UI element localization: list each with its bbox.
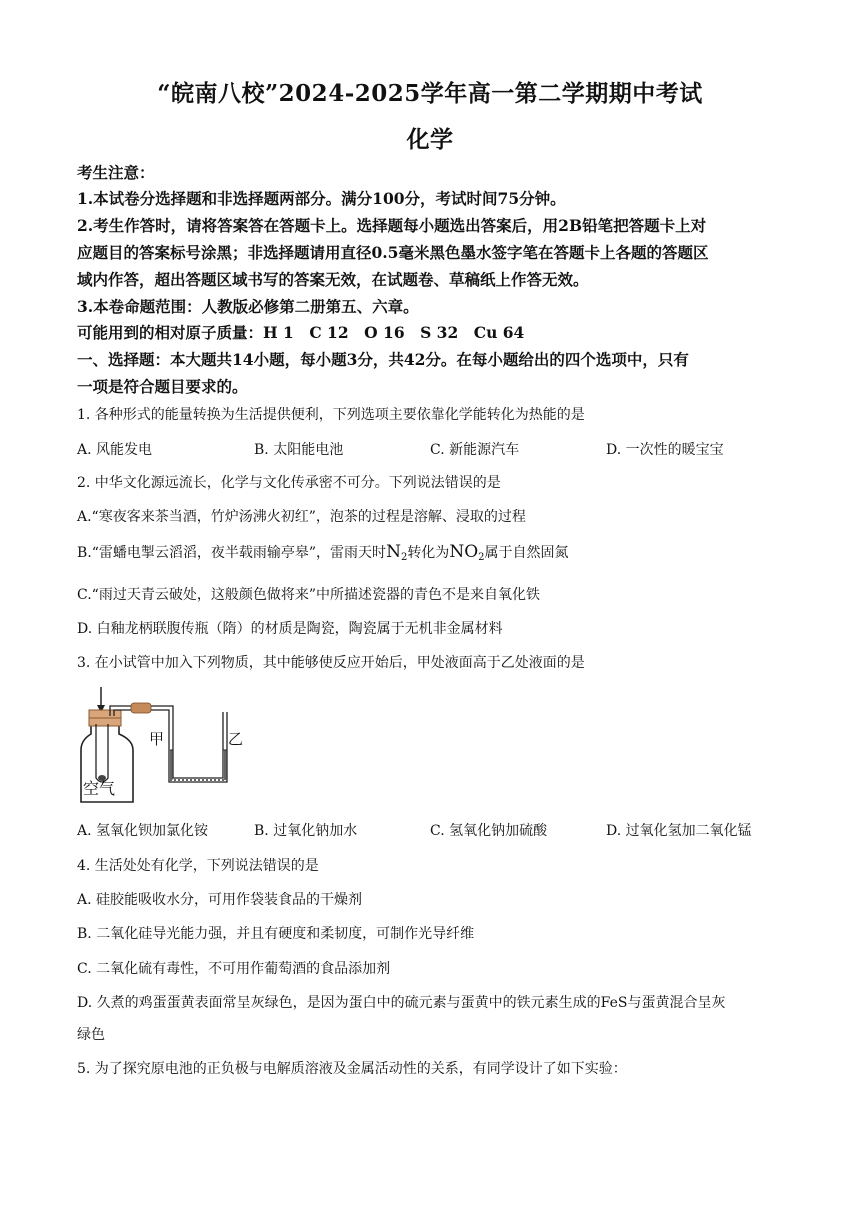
section-heading: 一、选择题：本大题共14小题，每小题3分，共42分。在每小题给出的四个选项中，只有 [77,350,689,369]
q4-option-d: D. 久煮的鸡蛋蛋黄表面常呈灰绿色，是因为蛋白中的硫元素与蛋黄中的铁元素生成的FeS与蛋黄混合呈灰 [77,995,726,1011]
q2-option-d: D. 白釉龙柄联腹传瓶（隋）的材质是陶瓷，陶瓷属于无机非金属材料 [77,621,503,637]
notice-item-2: 2.考生作答时，请将答案答在答题卡上。选择题每小题选出答案后，用2B铅笔把答题卡上对 [77,216,707,235]
test-tube [96,724,108,782]
question-3-stem: 3. 在小试管中加入下列物质，其中能够使反应开始后，甲处液面高于乙处液面的是 [77,655,585,671]
notice-item-2-cont: 应题目的答案标号涂黑；非选择题请用直径0.5毫米黑色墨水签字笔在答题卡上各题的答题区 [77,243,709,262]
rubber-connector [131,703,151,713]
question-5-stem: 5. 为了探究原电池的正负极与电解质溶液及金属活动性的关系，有同学设计了如下实验： [77,1061,627,1077]
label-jia: 甲 [149,730,165,748]
q1-option-a: A. 风能发电 [77,442,153,458]
section-heading-cont: 一项是符合题目要求的。 [77,377,248,396]
exam-title: “皖南八校”2024-2025学年高一第二学期期中考试 [157,80,703,107]
formula-n2: $N_2$ [386,542,408,563]
question-4-stem: 4. 生活处处有化学，下列说法错误的是 [77,858,319,874]
q4-option-d-cont: 绿色 [77,1027,105,1043]
q3-option-a: A. 氢氧化钡加氯化铵 [77,823,209,839]
notice-item-3: 3.本卷命题范围：人教版必修第二册第五、六章。 [77,297,419,316]
label-yi: 乙 [228,730,244,748]
q4-option-b: B. 二氧化硅导光能力强，并且有硬度和柔韧度，可制作光导纤维 [77,926,475,942]
q2-option-b: B.“雷蟠电掣云滔滔，夜半载雨输亭皋”，雷雨天时$N_2$转化为$NO_2$属于自然固氮 [77,542,569,563]
subject-title: 化学 [406,126,454,153]
label-air: 空气 [83,779,116,798]
formula-no2: $NO_2$ [449,542,485,563]
notice-item-2-cont2: 域内作答，超出答题区域书写的答案无效，在试题卷、草稿纸上作答无效。 [77,270,589,289]
q4-option-a: A. 硅胶能吸收水分，可用作袋装食品的干燥剂 [77,892,363,908]
q3-option-d: D. 过氧化氢加二氧化锰 [606,823,752,839]
atomic-masses: 可能用到的相对原子质量：H 1 C 12 O 16 S 32 Cu 64 [77,323,525,342]
q2-option-a: A.“寒夜客来茶当酒，竹炉汤沸火初红”，泡茶的过程是溶解、浸取的过程 [77,509,526,525]
delivery-tube [110,706,223,778]
q4-option-c: C. 二氧化硫有毒性，不可用作葡萄酒的食品添加剂 [77,961,391,977]
q1-option-c: C. 新能源汽车 [430,442,520,458]
q3-option-c: C. 氢氧化钠加硫酸 [430,823,548,839]
question-2-stem: 2. 中华文化源远流长，化学与文化传承密不可分。下列说法错误的是 [77,475,501,491]
notice-heading: 考生注意： [77,163,155,182]
notice-item-1: 1.本试卷分选择题和非选择题两部分。满分100分，考试时间75分钟。 [77,189,566,208]
q2-option-c: C.“雨过天青云破处，这般颜色做将来”中所描述瓷器的青色不是来自氧化铁 [77,587,540,603]
q1-option-b: B. 太阳能电池 [254,442,344,458]
u-tube-liquid [170,750,173,780]
question-1-stem: 1. 各种形式的能量转换为生活提供便利，下列选项主要依靠化学能转化为热能的是 [77,407,585,423]
q1-option-d: D. 一次性的暖宝宝 [606,442,724,458]
q3-option-b: B. 过氧化钠加水 [254,823,358,839]
